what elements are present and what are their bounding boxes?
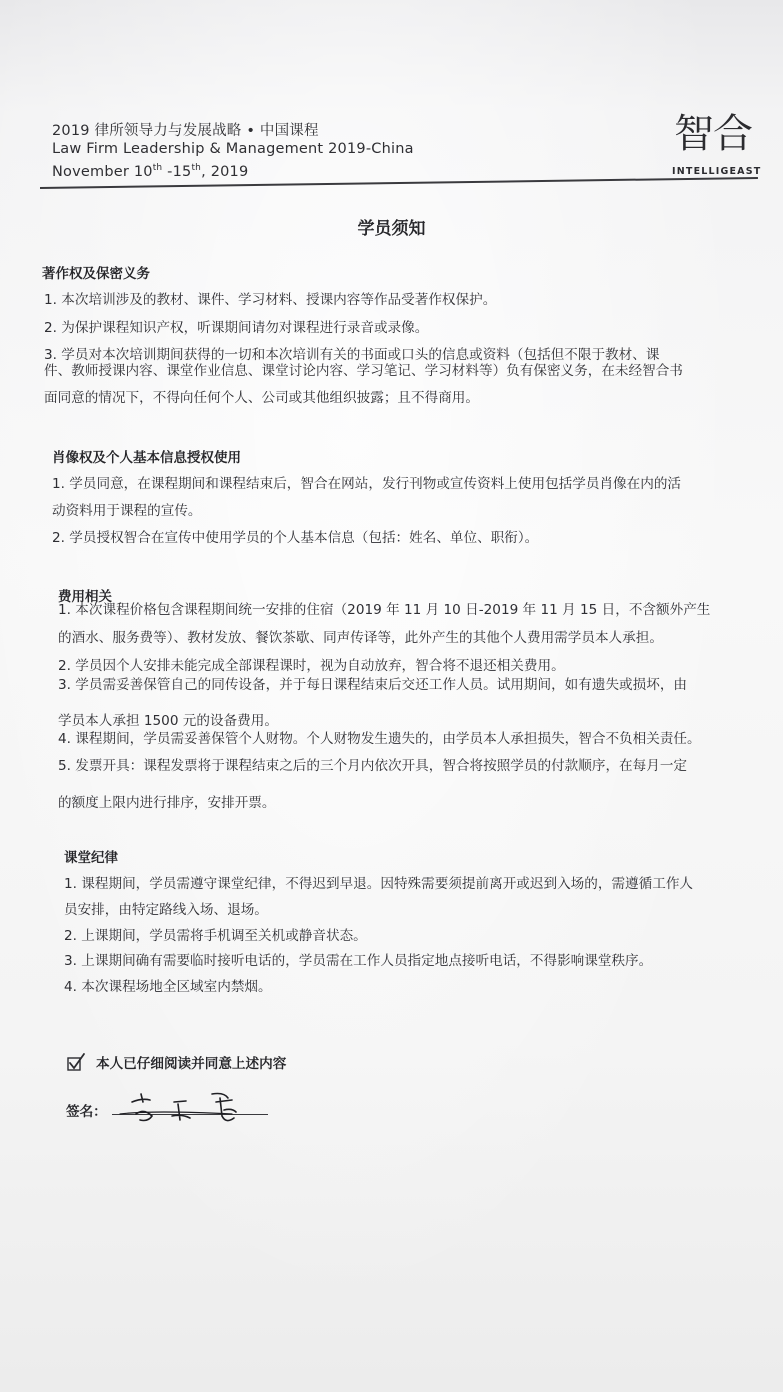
section-heading: 著作权及保密义务	[42, 266, 150, 282]
document-title: 学员须知	[357, 219, 426, 239]
section-heading: 费用相关	[58, 589, 112, 605]
signature-label: 签名：	[66, 1104, 107, 1120]
text-line: 1. 本次课程价格包含课程期间统一安排的住宿（2019 年 11 月 10 日-2019 年 11 月 15 日，不含额外产生	[58, 602, 711, 618]
text-line: 面同意的情况下，不得向任何个人、公司或其他组织披露；且不得商用。	[44, 390, 479, 406]
text-line: 1. 课程期间，学员需遵守课堂纪律，不得迟到早退。因特殊需要须提前离开或迟到入场的，需遵循工作人	[64, 876, 694, 892]
section-heading: 肖像权及个人基本信息授权使用	[52, 450, 241, 466]
text-line: 动资料用于课程的宣传。	[52, 503, 202, 519]
text-line: 2. 学员因个人安排未能完成全部课程课时，视为自动放弃，智合将不退还相关费用。	[58, 658, 565, 674]
header-course-title-en: Law Firm Leadership & Management 2019-China	[52, 141, 414, 157]
text-line: 2. 为保护课程知识产权，听课期间请勿对课程进行录音或录像。	[44, 320, 429, 336]
header-course-title-cn: 2019 律所领导力与发展战略 • 中国课程	[52, 123, 319, 139]
text-line: 5. 发票开具：课程发票将于课程结束之后的三个月内依次开具，智合将按照学员的付款顺序，在每月一定	[58, 758, 688, 774]
text-line: 1. 学员同意，在课程期间和课程结束后，智合在网站，发行刊物或宣传资料上使用包括学员肖像在内的活	[52, 476, 682, 492]
header-course-dates: November 10th -15th, 2019	[52, 163, 249, 180]
text-line: 学员本人承担 1500 元的设备费用。	[58, 713, 278, 729]
text-line: 1. 本次培训涉及的教材、课件、学习材料、授课内容等作品受著作权保护。	[44, 292, 497, 308]
checked-checkbox-icon[interactable]	[66, 1052, 86, 1072]
text-line: 件、教师授课内容、课堂作业信息、课堂讨论内容、学习笔记、学习材料等）负有保密义务，在未经智合书	[44, 363, 683, 379]
text-line: 3. 上课期间确有需要临时接听电话的，学员需在工作人员指定地点接听电话，不得影响课堂秩序。	[64, 953, 653, 969]
text-line: 的额度上限内进行排序，安排开票。	[58, 795, 276, 811]
text-line: 2. 上课期间，学员需将手机调至关机或静音状态。	[64, 928, 367, 944]
text-line: 4. 本次课程场地全区域室内禁烟。	[64, 979, 272, 995]
text-line: 员安排，由特定路线入场、退场。	[64, 902, 268, 918]
text-line: 4. 课程期间，学员需妥善保管个人财物。个人财物发生遗失的，由学员本人承担损失，智合不负相关责任。	[58, 731, 701, 747]
handwritten-signature	[112, 1080, 272, 1130]
section-heading: 课堂纪律	[64, 850, 118, 866]
agreement-statement: 本人已仔细阅读并同意上述内容	[96, 1056, 287, 1072]
text-line: 2. 学员授权智合在宣传中使用学员的个人基本信息（包括：姓名、单位、职衔）。	[52, 530, 539, 546]
text-line: 3. 学员需妥善保管自己的同传设备，并于每日课程结束后交还工作人员。试用期间，如有遗失或损坏，由	[58, 677, 688, 693]
text-line: 的酒水、服务费等）、教材发放、餐饮茶歇、同声传译等，此外产生的其他个人费用需学员本人承担。	[58, 630, 663, 646]
intelligeast-logo: 智合 INTELLIGEAST	[672, 111, 762, 177]
text-line: 3. 学员对本次培训期间获得的一切和本次培训有关的书面或口头的信息或资料（包括但不限于教材、课	[44, 347, 660, 363]
